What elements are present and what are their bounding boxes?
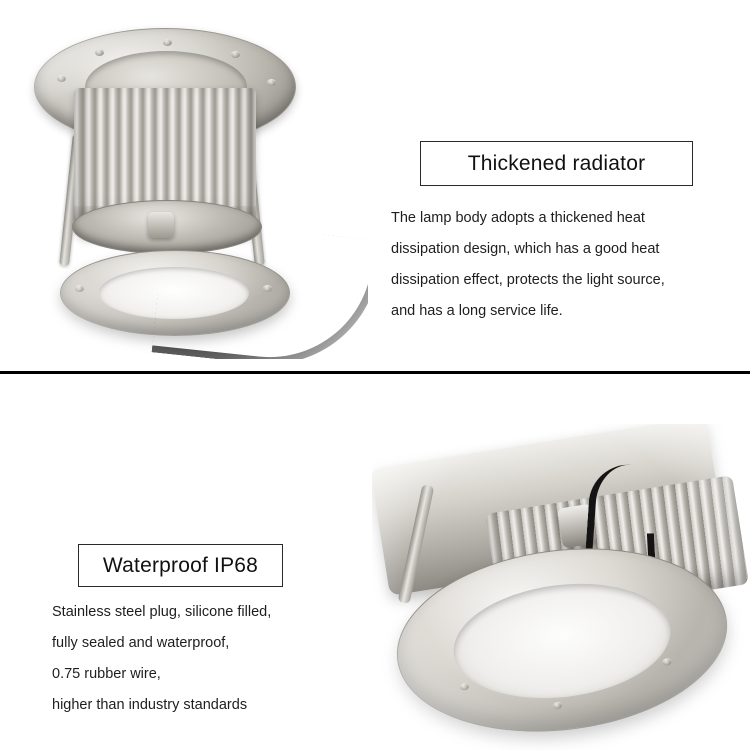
base-screw-icon: [662, 658, 672, 666]
body-line: higher than industry standards: [52, 697, 248, 713]
base-plate-aperture: [447, 572, 677, 710]
body-line: dissipation effect, protects the light source,: [391, 272, 665, 288]
body-line: The lamp body adopts a thickened heat: [391, 210, 645, 226]
body-line: dissipation design, which has a good heat: [391, 241, 660, 257]
body-line: Stainless steel plug, silicone filled,: [52, 604, 272, 620]
base-screw-icon: [460, 683, 470, 691]
heading-text-radiator: Thickened radiator: [467, 151, 646, 175]
base-screw-icon: [553, 702, 563, 710]
panel-thickened-radiator: [0, 0, 750, 374]
product-photo-waterproof: [372, 424, 750, 750]
heading-text-waterproof: Waterproof IP68: [102, 553, 259, 577]
flange-screw-icon: [231, 51, 240, 58]
body-text-waterproof: [52, 597, 271, 721]
body-text-radiator: [391, 203, 665, 327]
flange-screw-icon: [95, 49, 104, 56]
heading-box-waterproof: [78, 544, 283, 587]
flange-screw-icon: [163, 39, 172, 46]
heading-box-radiator: [420, 141, 693, 186]
flange-screw-icon: [267, 79, 276, 86]
body-line: fully sealed and waterproof,: [52, 635, 230, 651]
product-photo-radiator: [8, 14, 368, 359]
flange-screw-icon: [57, 75, 66, 82]
panel-waterproof-ip68: [0, 377, 750, 750]
body-line: 0.75 rubber wire,: [52, 666, 161, 682]
base-screw-icon: [75, 285, 84, 292]
power-cable: [152, 218, 368, 359]
body-line: and has a long service life.: [391, 303, 563, 319]
